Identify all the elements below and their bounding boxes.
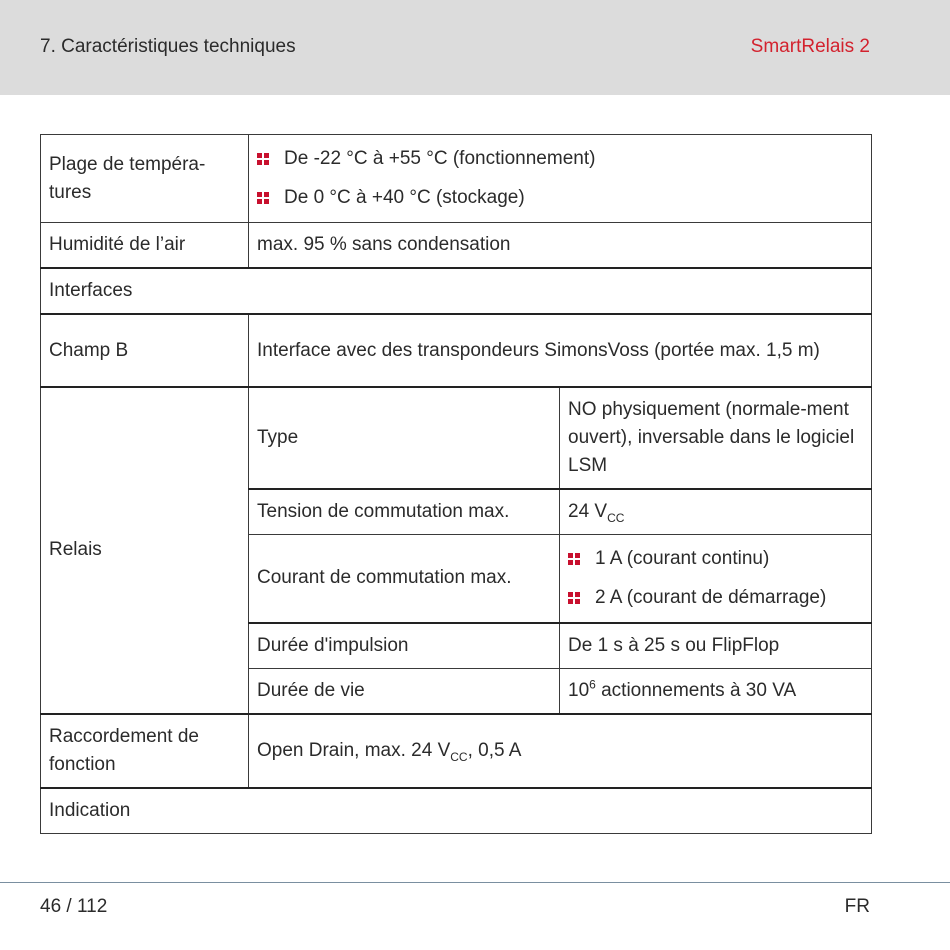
- relais-type-value: NO physiquement (normale-ment ouvert), inversable dans le logiciel LSM: [560, 387, 872, 489]
- list-item: 2 A (courant de démarrage): [568, 584, 863, 612]
- champ-b-value: Interface avec des transpondeurs SimonsVoss (portée max. 1,5 m): [249, 314, 872, 387]
- list-item: De -22 °C à +55 °C (fonctionnement): [257, 145, 863, 173]
- section-title: 7. Caractéristiques techniques: [40, 36, 296, 57]
- temperature-value: [249, 135, 872, 223]
- spec-table: [40, 134, 872, 834]
- table-row-humidity: [41, 223, 872, 269]
- relais-label: Relais: [41, 387, 249, 714]
- raccordement-label: Raccordement de fonction: [41, 714, 249, 788]
- list-item: De 0 °C à +40 °C (stockage): [257, 184, 863, 212]
- table-row-raccordement: [41, 714, 872, 788]
- relais-impulsion-label: Durée d'impulsion: [249, 623, 560, 669]
- square-bullet-icon: [568, 553, 580, 565]
- table-row-relais-type: [41, 387, 872, 489]
- table-row-temperature: [41, 135, 872, 223]
- courant-list: [568, 545, 863, 612]
- square-bullet-icon: [257, 153, 269, 165]
- list-item: 1 A (courant continu): [568, 545, 863, 573]
- relais-tension-label: Tension de commutation max.: [249, 489, 560, 535]
- square-bullet-icon: [568, 592, 580, 604]
- champ-b-label: Champ B: [41, 314, 249, 387]
- relais-tension-value: 24 $V_{CC}$: [560, 489, 872, 535]
- relais-impulsion-value: De 1 s à 25 s ou FlipFlop: [560, 623, 872, 669]
- relais-courant-label: Courant de commutation max.: [249, 535, 560, 623]
- raccordement-value: Open Drain, max. 24 $V_{CC}$, 0,5 A: [249, 714, 872, 788]
- table-row-indication: [41, 788, 872, 834]
- relais-courant-value: [560, 535, 872, 623]
- square-bullet-icon: [257, 192, 269, 204]
- humidity-value: max. 95 % sans condensation: [249, 223, 872, 269]
- page-header: [0, 0, 950, 95]
- footer-divider: [0, 882, 950, 883]
- temperature-list: [257, 145, 863, 212]
- humidity-label: Humidité de l’air: [41, 223, 249, 269]
- indication-heading: Indication: [41, 788, 872, 834]
- temperature-label: Plage de tempéra-tures: [41, 135, 249, 223]
- language-code: FR: [844, 896, 870, 917]
- product-name: SmartRelais 2: [750, 36, 870, 57]
- table-row-champ-b: [41, 314, 872, 387]
- interfaces-heading: Interfaces: [41, 268, 872, 314]
- relais-type-label: Type: [249, 387, 560, 489]
- page-number: 46 / 112: [40, 896, 108, 917]
- relais-vie-value: $10^6$ actionnements à 30 VA: [560, 668, 872, 714]
- table-row-interfaces: [41, 268, 872, 314]
- relais-vie-label: Durée de vie: [249, 668, 560, 714]
